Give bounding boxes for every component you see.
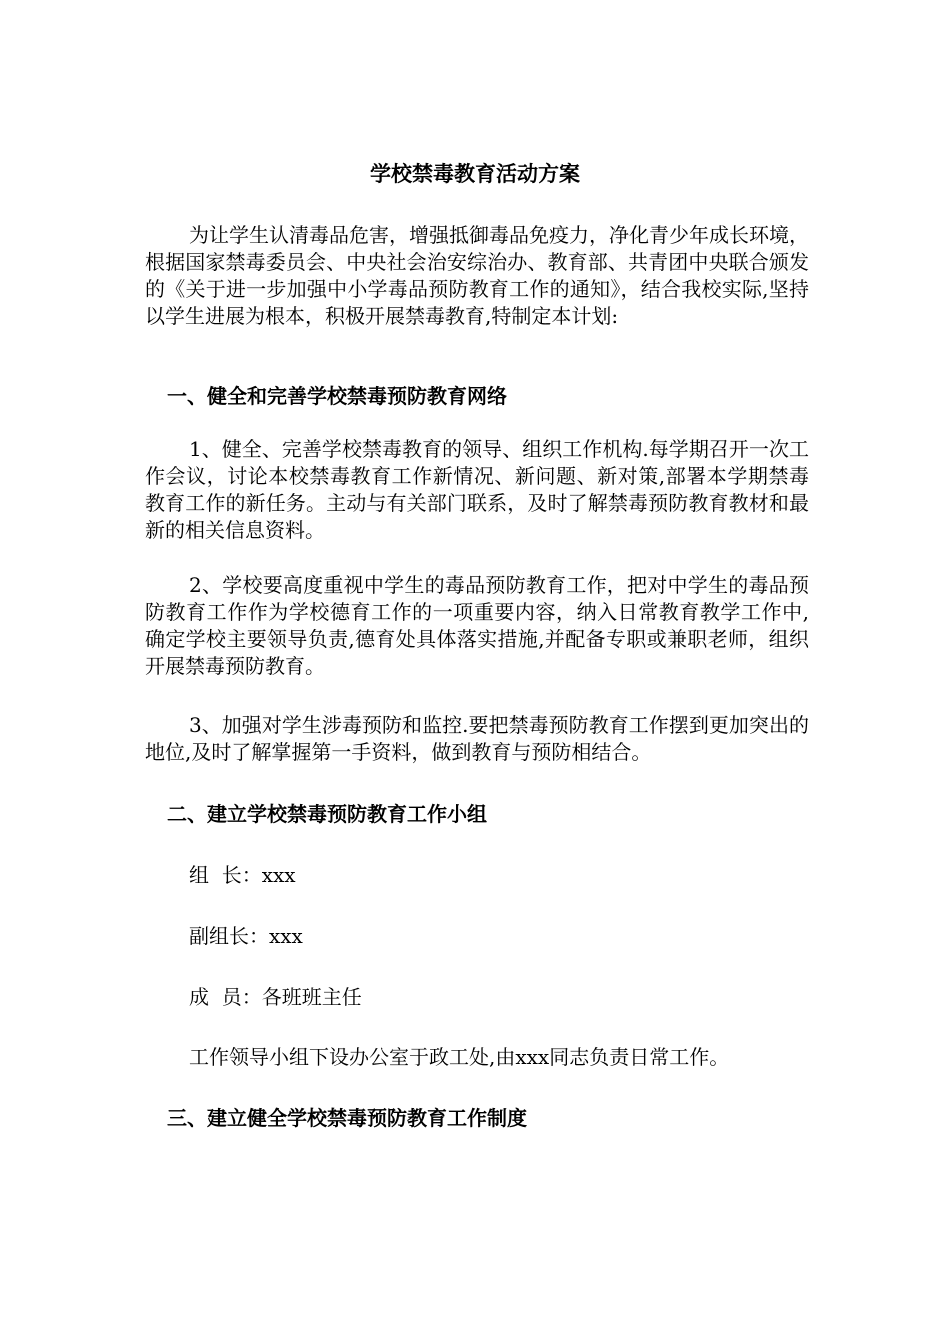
office-line: 工作领导小组下设办公室于政工处,由xxx同志负责日常工作。 [189,1045,730,1069]
deputy-leader-line: 副组长：xxx [189,924,303,948]
section-1-heading: 一、健全和完善学校禁毒预防教育网络 [167,384,507,408]
members-line: 成 员：各班班主任 [189,985,362,1009]
intro-paragraph: 为让学生认清毒品危害，增强抵御毒品免疫力，净化青少年成长环境，根据国家禁毒委员会、中央社会治安综治办、教育部、共青团中央联合颁发的《关于进一步加强中小学毒品预防教育工作的通知》，结合我校实际,坚持以学生进展为根本，积极开展禁毒教育,特制定本计划: [145,223,809,328]
section-2-heading: 二、建立学校禁毒预防教育工作小组 [167,802,487,826]
section-3-heading: 三、建立健全学校禁毒预防教育工作制度 [167,1106,527,1130]
group-leader-line: 组 长：xxx [189,863,296,887]
section-1-item-2: 2、学校要高度重视中学生的毒品预防教育工作，把对中学生的毒品预防教育工作作为学校德育工作的一项重要内容，纳入日常教育教学工作中,确定学校主要领导负责,德育处具体落实措施,并配备专职或兼职老师，组织开展禁毒预防教育。 [145,573,809,678]
section-1-item-3: 3、加强对学生涉毒预防和监控.要把禁毒预防教育工作摆到更加突出的地位,及时了解掌握第一手资料，做到教育与预防相结合。 [145,713,809,764]
document-title: 学校禁毒教育活动方案 [370,161,580,186]
section-1-item-1: 1、健全、完善学校禁毒教育的领导、组织工作机构.每学期召开一次工作会议，讨论本校禁毒教育工作新情况、新问题、新对策,部署本学期禁毒教育工作的新任务。主动与有关部门联系，及时了解禁毒预防教育教材和最新的相关信息资料。 [145,437,809,542]
